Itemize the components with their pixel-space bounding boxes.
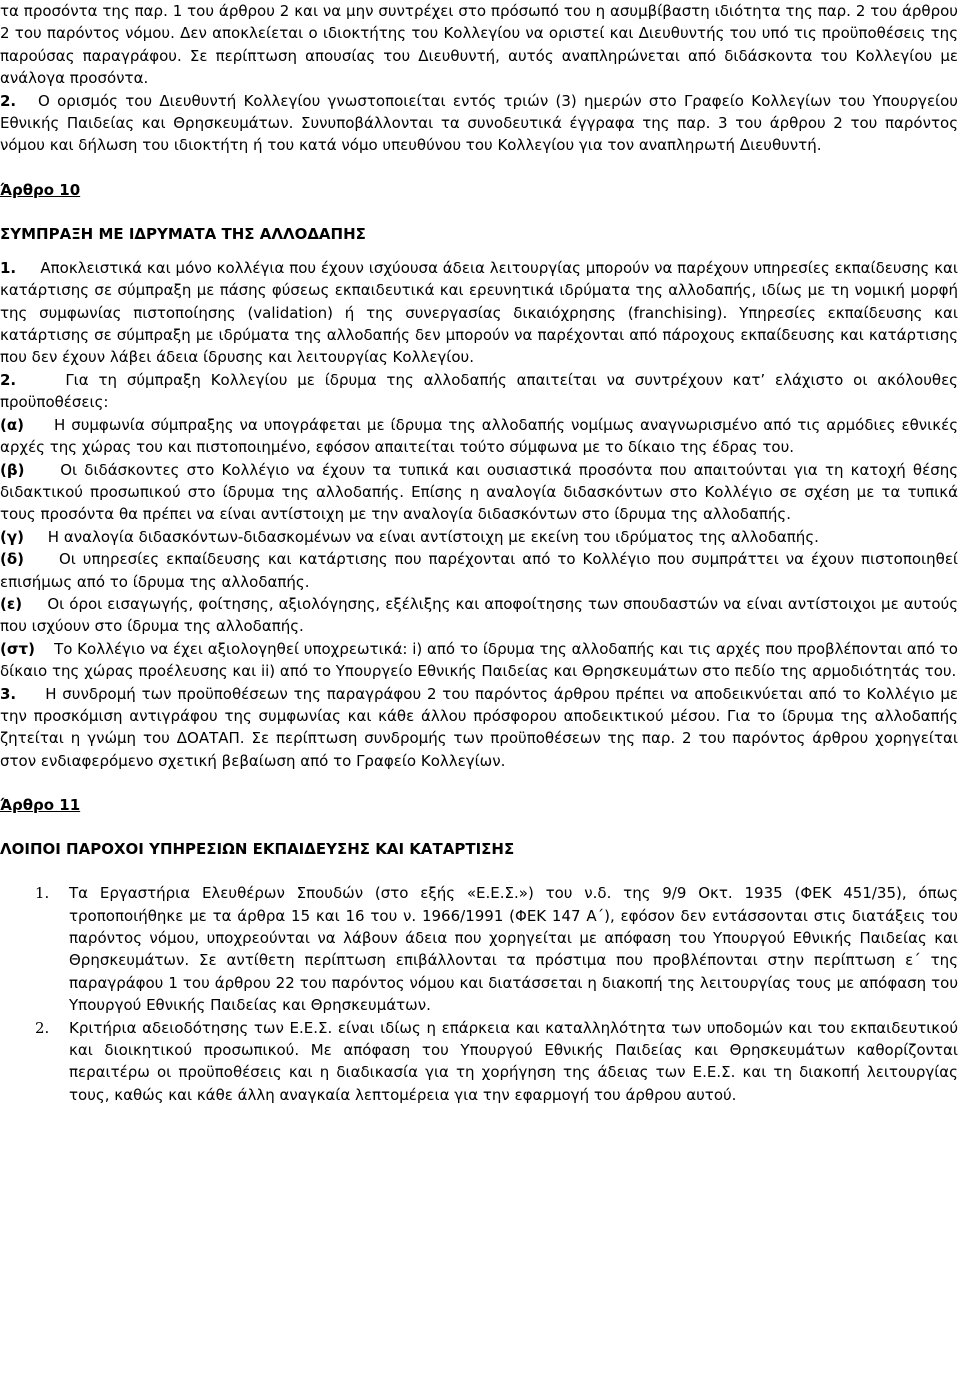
condition-label: (α): [0, 415, 25, 434]
condition-item: [0, 638, 958, 683]
paragraph: [0, 369, 958, 414]
condition-item: [0, 548, 958, 593]
paragraph-text: Για τη σύμπραξη Κολλεγίου με ίδρυμα της αλλοδαπής απαιτείται να συντρέχουν κατ’ ελάχιστο οι ακόλουθες προϋποθέσεις:: [0, 370, 958, 412]
list-item: [0, 1017, 958, 1107]
article-heading: ΛΟΙΠΟΙ ΠΑΡΟΧΟΙ ΥΠΗΡΕΣΙΩΝ ΕΚΠΑΙΔΕΥΣΗΣ ΚΑΙ ΚΑΤΑΡΤΙΣΗΣ: [0, 840, 515, 859]
condition-item: [0, 459, 958, 526]
list-item-text: Κριτήρια αδειοδότησης των Ε.Ε.Σ. είναι ιδίως η επάρκεια και καταλληλότητα των υποδομών και του εκπαιδευτικού και διοικητικού προσωπικού. Με απόφαση του Υπουργού Εθνικής Παιδείας και Θρησκευμάτων καθορίζονται περαιτέρω οι προϋποθέσεις και η διαδικασία για τη χορήγηση της άδειας των Ε.Ε.Σ. και τη διακοπή λειτουργίας τους, καθώς και κάθε άλλη αναγκαία λεπτομέρεια για την εφαρμογή του άρθρου αυτού.: [69, 1018, 958, 1104]
condition-text: Η συμφωνία σύμπραξης να υπογράφεται με ίδρυμα της αλλοδαπής νομίμως αναγνωρισμένο από τις αρμόδιες εθνικές αρχές της χώρας του και πιστοποιημένο, εφόσον απαιτείται τούτο σύμφωνα με το δίκαιο της έδρας του.: [0, 415, 958, 457]
condition-label: (στ): [0, 639, 35, 658]
condition-text: Οι υπηρεσίες εκπαίδευσης και κατάρτισης που παρέχονται από το Κολλέγιο που συμπράττει να έχουν πιστοποιηθεί επισήμως από το ίδρυμα της αλλοδαπής.: [0, 550, 958, 591]
paragraph: [0, 683, 958, 773]
list-number: 1.: [35, 884, 50, 903]
condition-item: [0, 593, 958, 638]
list-item: [0, 882, 958, 1016]
paragraph-text: Η συνδρομή των προϋποθέσεων της παραγράφου 2 του παρόντος άρθρου πρέπει να αποδεικνύεται από το Κολλέγιο με την προσκόμιση αντιγράφου της συμφωνίας και κάθε άλλου πρόσφορου αποδεικτικού μέσου. Για το ίδρυμα της αλλοδαπής ζητείται η γνώμη του ΔΟΑΤΑΠ. Σε περίπτωση συνδρομής των προϋποθέσεων της παρ. 2 του παρόντος άρθρου χορηγείται στον ενδιαφερόμενο σχετική βεβαίωση από το Γραφείο Κολλεγίων.: [0, 684, 958, 770]
paragraph-number: 2.: [0, 91, 17, 110]
paragraph-text: τα προσόντα της παρ. 1 του άρθρου 2 και να μην συντρέχει στο πρόσωπό του η ασυμβίβαστη ιδιότητα της παρ. 2 του άρθρου 2 του παρόντος νόμου. Δεν αποκλείεται ο ιδιοκτήτης του Κολλεγίου να οριστεί και Διευθυντής του υπό τις προϋποθέσεις της παρούσας παραγράφου. Σε περίπτωση απουσίας του Διευθυντή, αυτός αναπληρώνεται από διδάσκοντα του Κολλεγίου με ανάλογα προσόντα.: [0, 2, 958, 88]
paragraph-number: 3.: [0, 684, 17, 703]
condition-item: [0, 414, 958, 459]
condition-label: (β): [0, 460, 25, 479]
paragraph-number: 2.: [0, 370, 17, 389]
article-title: Άρθρο 11: [0, 796, 81, 815]
paragraph-text: Ο ορισμός του Διευθυντή Κολλεγίου γνωστοποιείται εντός τριών (3) ημερών στο Γραφείο Κολλεγίων του Υπουργείου Εθνικής Παιδείας και Θρησκευμάτων. Συνυποβάλλονται τα συνοδευτικά έγγραφα της παρ. 3 του άρθρου 2 του παρόντος νόμου και δήλωση του ιδιοκτήτη ή του κατά νόμο υπευθύνου του Κολλεγίου για τον αναπληρωτή Διευθυντή.: [0, 91, 958, 155]
list-item-text: Τα Εργαστήρια Ελευθέρων Σπουδών (στο εξής «Ε.Ε.Σ.») του ν.δ. της 9/9 Οκτ. 1935 (ΦΕΚ 451/35), όπως τροποποιήθηκε με τα άρθρα 15 και 16 του ν. 1966/1991 (ΦΕΚ 147 Α΄), εφόσον δεν εντάσσονται στις διατάξεις του παρόντος νόμου, υποχρεούνται να λάβουν άδεια που χορηγείται με απόφαση του Υπουργού Εθνικής Παιδείας και Θρησκευμάτων. Σε αντίθετη περίπτωση επιβάλλονται τα πρόστιμα που προβλέπονται στην περίπτωση ε΄ της παραγράφου 1 του άρθρου 22 του παρόντος νόμου και διατάσσεται η διακοπή της λειτουργίας τους με απόφαση του Υπουργού Εθνικής Παιδείας και Θρησκευμάτων.: [69, 884, 958, 1015]
condition-label: (ε): [0, 594, 23, 613]
condition-label: (δ): [0, 550, 25, 569]
list-number: 2.: [35, 1018, 50, 1037]
numbered-list: [0, 882, 958, 1106]
condition-label: (γ): [0, 527, 24, 546]
condition-text: Το Κολλέγιο να έχει αξιολογηθεί υποχρεωτικά: i) από το ίδρυμα της αλλοδαπής και τις αρχές που προβλέπονται από το δίκαιο της χώρας προέλευσης και ii) από το Υπουργείο Εθνικής Παιδείας και Θρησκευμάτων στο πεδίο της αρμοδιότητάς του.: [0, 639, 958, 681]
condition-text: Οι όροι εισαγωγής, φοίτησης, αξιολόγησης, εξέλιξης και αποφοίτησης των σπουδαστών να είναι αντίστοιχοι με αυτούς που ισχύουν στο ίδρυμα της αλλοδαπής.: [0, 594, 958, 636]
condition-item: [0, 526, 958, 548]
condition-text: Οι διδάσκοντες στο Κολλέγιο να έχουν τα τυπικά και ουσιαστικά προσόντα που απαιτούνται για τη κατοχή θέσης διδακτικού προσωπικού στο ίδρυμα της αλλοδαπής. Επίσης η αναλογία διδασκόντων στο Κολλέγιο σε σχέση με τα τυπικά τους προσόντα θα πρέπει να είναι αντίστοιχη με την αναλογία διδασκόντων στο ίδρυμα της αλλοδαπής.: [0, 460, 959, 524]
paragraph: [0, 0, 958, 90]
paragraph: [0, 257, 958, 369]
paragraph-text: Αποκλειστικά και μόνο κολλέγια που έχουν ισχύουσα άδεια λειτουργίας μπορούν να παρέχουν υπηρεσίες εκπαίδευσης και κατάρτισης σε σύμπραξη με πάσης φύσεως εκπαιδευτικά και ερευνητικά ιδρύματα της αλλοδαπής, ιδίως με τη νομική μορφή της συμφωνίας πιστοποίησης (validation) ή της συνεργασίας δικαιόχρησης (franchising). Υπηρεσίες εκπαίδευσης και κατάρτισης σε σύμπραξη με ιδρύματα της αλλοδαπής δεν μπορούν να παρέχονται από πάροχους εκπαίδευσης και κατάρτισης που δεν έχουν λάβει άδεια ίδρυσης και λειτουργίας Κολλεγίου.: [0, 258, 958, 367]
article-heading: ΣΥΜΠΡΑΞΗ ΜΕ ΙΔΡΥΜΑΤΑ ΤΗΣ ΑΛΛΟΔΑΠΗΣ: [0, 224, 366, 243]
article-title: Άρθρο 10: [0, 180, 81, 199]
condition-text: Η αναλογία διδασκόντων-διδασκομένων να είναι αντίστοιχη με εκείνη του ιδρύματος της αλλοδαπής.: [47, 527, 819, 546]
paragraph: [0, 90, 958, 157]
paragraph-number: 1.: [0, 258, 17, 277]
